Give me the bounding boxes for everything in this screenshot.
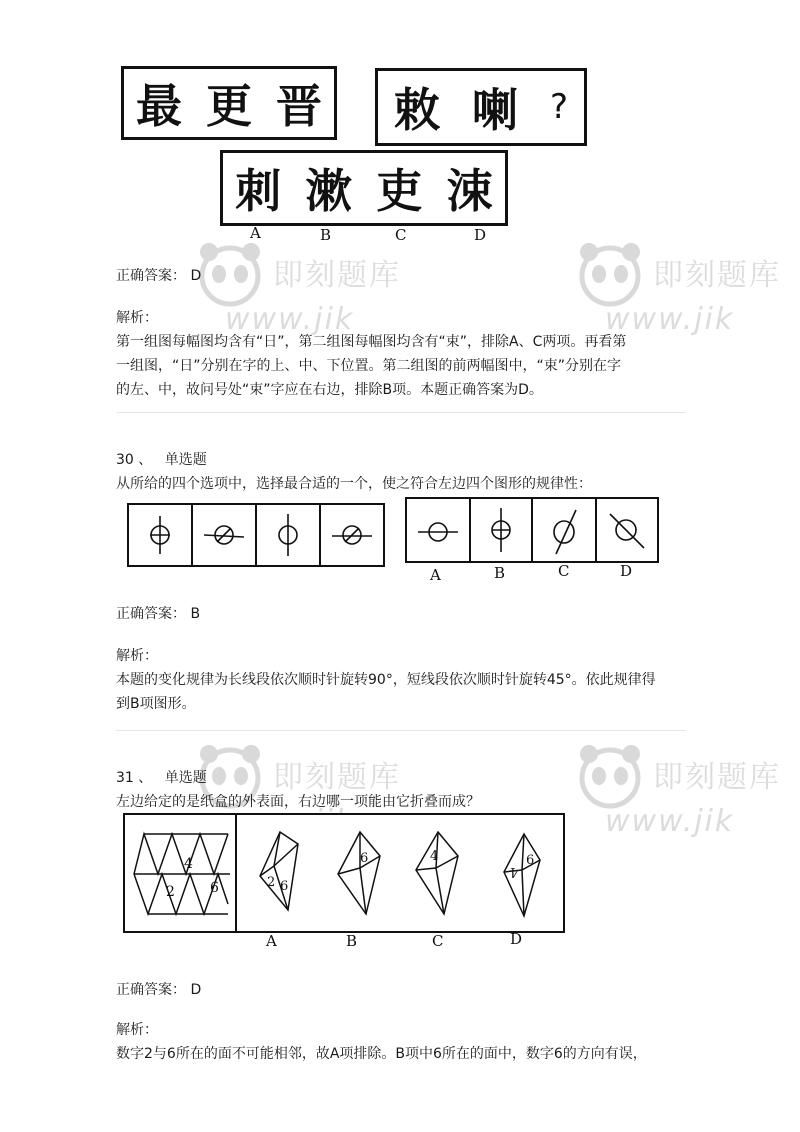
- q29-option-label-d: D: [474, 226, 487, 244]
- q29-analysis-label: 解析：: [116, 310, 158, 326]
- watermark-brand: 即刻题库: [273, 760, 401, 795]
- q29-answer: [116, 264, 201, 288]
- q29-group1-box: [121, 66, 337, 140]
- q29-question-mark: ?: [549, 87, 568, 127]
- q29-option-char-a: 刺: [235, 164, 282, 218]
- q29-group1-char: 更: [206, 79, 252, 133]
- q29-options-box: [220, 150, 508, 226]
- question-number: 30 、: [116, 452, 153, 468]
- q29-option-label-b: B: [320, 226, 332, 244]
- watermark-brand: 即刻题库: [273, 258, 401, 293]
- q30-option-label-b: B: [494, 564, 506, 582]
- q29-analysis: [116, 330, 696, 402]
- q31-option-b-number: 6: [360, 851, 369, 866]
- q31-option-label-b: B: [346, 932, 358, 950]
- q29-option-label-a: A: [250, 224, 261, 242]
- watermark-4: [575, 742, 800, 852]
- q31-option-d-number: 6: [526, 853, 535, 868]
- answer-label: 正确答案：: [116, 268, 186, 284]
- q29-group1-char: 最: [136, 79, 182, 133]
- question-number: 31 、: [116, 770, 153, 786]
- watermark-url: www.jik: [605, 804, 735, 839]
- q29-option-char-c: 吏: [376, 164, 423, 218]
- answer-label: 正确答案：: [116, 606, 186, 622]
- q31-analysis-label: 解析：: [116, 1022, 158, 1038]
- q30-header: [116, 448, 207, 472]
- watermark-brand: 即刻题库: [653, 760, 781, 795]
- panda-logo-icon: [195, 240, 265, 310]
- q31-figure: [120, 810, 570, 940]
- analysis-line: 第一组图每幅图均含有“日”，第二组图每幅图均含有“束”，排除A、C两项。再看第: [116, 334, 627, 350]
- analysis-line: 本题的变化规律为长线段依次顺时针旋转90°，短线段依次顺时针旋转45°。依此规律得: [116, 672, 656, 688]
- watermark-brand: 即刻题库: [653, 258, 781, 293]
- analysis-line: 数字2与6所在的面不可能相邻，故A项排除。B项中6所在的面中，数字6的方向有误，: [116, 1046, 647, 1062]
- q30-option-label-d: D: [620, 562, 633, 580]
- q29-option-char-b: 漱: [305, 164, 352, 218]
- panda-logo-icon: [575, 240, 645, 310]
- q31-option-c-number: 4: [430, 849, 439, 864]
- panda-logo-icon: [575, 742, 645, 812]
- answer-value: D: [190, 982, 202, 998]
- section-divider: [116, 730, 686, 731]
- q31-option-label-d: D: [510, 930, 523, 948]
- q30-stem: 从所给的四个选项中，选择最合适的一个，使之符合左边四个图形的规律性：: [116, 476, 592, 492]
- q31-net-number-2: 2: [166, 884, 175, 900]
- watermark-url: www.jik: [605, 302, 735, 337]
- q30-figure: [120, 494, 665, 584]
- q29-group2-char: 喇: [471, 83, 518, 137]
- q31-option-label-c: C: [432, 932, 444, 950]
- q30-option-label-a: A: [430, 566, 441, 584]
- question-type: 单选题: [164, 452, 207, 468]
- q31-stem: 左边给定的是纸盒的外表面，右边哪一项能由它折叠而成？: [116, 794, 480, 810]
- analysis-line: 的左、中，故问号处“束”字应在右边，排除B项。本题正确答案为D。: [116, 382, 543, 398]
- q31-option-d-number: 4: [509, 864, 518, 879]
- section-divider: [116, 412, 686, 413]
- q31-option-a-number: 2: [267, 875, 276, 890]
- answer-value: B: [190, 606, 201, 622]
- q30-answer: [116, 602, 200, 626]
- analysis-line: 到B项图形。: [116, 696, 196, 712]
- q31-answer: [116, 978, 201, 1002]
- watermark-url: www.jik: [225, 302, 355, 337]
- q29-group2-box: [375, 68, 587, 146]
- q30-option-label-c: C: [558, 562, 570, 580]
- q31-net-number-6: 6: [210, 880, 219, 896]
- q29-group1-char: 晋: [276, 79, 322, 133]
- question-type: 单选题: [164, 770, 207, 786]
- q31-option-label-a: A: [266, 932, 277, 950]
- answer-label: 正确答案：: [116, 982, 186, 998]
- q29-option-char-d: 涑: [446, 164, 493, 218]
- q31-analysis: [116, 1042, 696, 1066]
- q29-group2-char: 敕: [393, 83, 440, 137]
- q31-header: [116, 766, 207, 790]
- q30-analysis-label: 解析：: [116, 648, 158, 664]
- answer-value: D: [190, 268, 202, 284]
- q31-option-a-number: 6: [280, 879, 289, 894]
- q31-net-number-4: 4: [184, 856, 193, 872]
- q29-option-label-c: C: [395, 226, 407, 244]
- analysis-line: 一组图，“日”分别在字的上、中、下位置。第二组图的前两幅图中，“束”分别在字: [116, 358, 622, 374]
- q30-analysis: [116, 668, 696, 716]
